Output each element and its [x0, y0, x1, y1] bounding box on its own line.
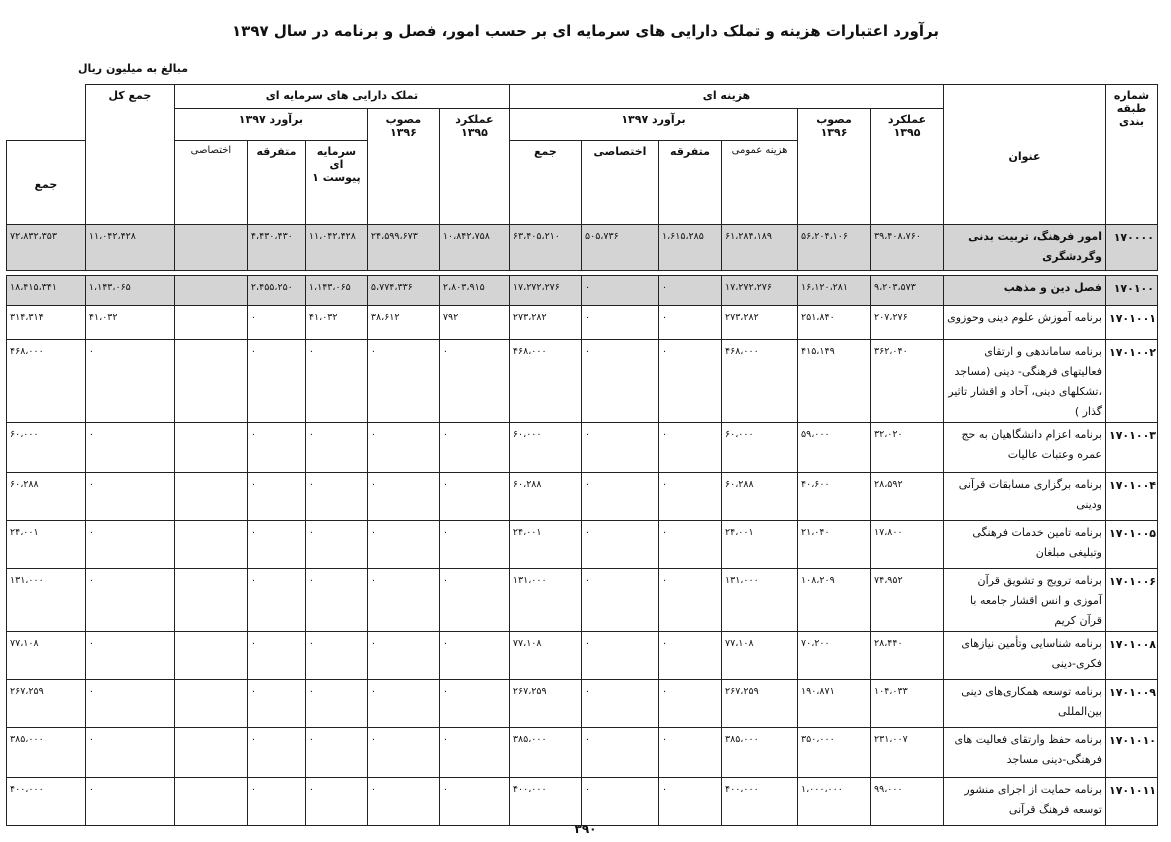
row-value [174, 423, 247, 473]
row-value: ۳۵۰،۰۰۰ [798, 728, 871, 778]
table-row [7, 521, 1158, 569]
row-value: ۲،۸۰۳،۹۱۵ [439, 276, 509, 306]
row-value: ۲۴،۰۰۱ [509, 521, 581, 569]
summary-row [7, 276, 1158, 306]
col-expense-sum: جمع [509, 141, 581, 225]
col-capital-actual-1395: عملکرد ۱۳۹۵ [439, 109, 509, 225]
row-value: ۳۹،۴۰۸،۷۶۰ [871, 225, 944, 271]
row-value: ۰ [439, 569, 509, 632]
row-value: ۲۶۷،۲۵۹ [509, 680, 581, 728]
col-group-capital: تملک دارایی های سرمایه ای [174, 85, 509, 109]
row-value: ۶۳،۴۰۵،۲۱۰ [509, 225, 581, 271]
row-code: ۱۷۰۱۰۰۵ [1106, 521, 1158, 569]
row-title: برنامه اعزام دانشگاهیان به حج عمره وعتبات عالیات [944, 423, 1106, 473]
table-row [7, 778, 1158, 826]
row-value: ۷۹۲ [439, 306, 509, 340]
row-code: ۱۷۰۰۰۰ [1106, 225, 1158, 271]
row-title: برنامه حمایت از اجرای منشور توسعه فرهنگ قرآنی [944, 778, 1106, 826]
row-value: ۰ [659, 680, 722, 728]
row-value: ۱۹۰،۸۷۱ [798, 680, 871, 728]
row-value [174, 340, 247, 423]
row-code: ۱۷۰۱۰۰۳ [1106, 423, 1158, 473]
row-value: ۰ [659, 276, 722, 306]
row-value: ۴۰۰،۰۰۰ [7, 778, 86, 826]
table-body [7, 225, 1158, 826]
col-code: شماره طبقه بندی [1106, 85, 1158, 225]
col-expense-special: اختصاصی [582, 141, 659, 225]
row-value: ۰ [659, 728, 722, 778]
row-value: ۴،۴۳۰،۴۳۰ [247, 225, 305, 271]
row-value: ۰ [439, 778, 509, 826]
row-value: ۰ [367, 473, 439, 521]
row-value: ۴۱،۰۳۲ [85, 306, 174, 340]
row-value: ۳۸۵،۰۰۰ [509, 728, 581, 778]
col-capital-misc: متفرقه [247, 141, 305, 225]
row-value: ۲۱،۰۴۰ [798, 521, 871, 569]
row-value: ۰ [659, 632, 722, 680]
row-value: ۰ [659, 569, 722, 632]
row-value: ۰ [247, 680, 305, 728]
col-group-expense: هزینه ای [509, 85, 943, 109]
row-value: ۰ [85, 632, 174, 680]
row-value: ۲۷۳،۲۸۲ [722, 306, 798, 340]
row-value: ۰ [582, 423, 659, 473]
row-value: ۷۷،۱۰۸ [722, 632, 798, 680]
row-value: ۰ [85, 423, 174, 473]
row-value: ۲۷۳،۲۸۲ [509, 306, 581, 340]
row-value: ۴۶۸،۰۰۰ [509, 340, 581, 423]
row-value: ۰ [305, 521, 367, 569]
row-value: ۲۵۱،۸۴۰ [798, 306, 871, 340]
row-value: ۲۸،۵۹۲ [871, 473, 944, 521]
row-value: ۹۹،۰۰۰ [871, 778, 944, 826]
row-value [174, 276, 247, 306]
row-value: ۵۶،۲۰۴،۱۰۶ [798, 225, 871, 271]
row-value: ۰ [367, 680, 439, 728]
row-value: ۳۸۵،۰۰۰ [722, 728, 798, 778]
row-value: ۰ [439, 340, 509, 423]
row-value: ۰ [247, 569, 305, 632]
row-value: ۰ [439, 423, 509, 473]
row-value: ۴۰،۶۰۰ [798, 473, 871, 521]
row-value: ۰ [305, 473, 367, 521]
row-value: ۰ [247, 521, 305, 569]
summary-row [7, 225, 1158, 271]
row-value: ۰ [85, 569, 174, 632]
row-value: ۱۷،۸۰۰ [871, 521, 944, 569]
row-value: ۱،۰۰۰،۰۰۰ [798, 778, 871, 826]
row-value [174, 306, 247, 340]
row-value: ۴۶۸،۰۰۰ [7, 340, 86, 423]
table-row [7, 423, 1158, 473]
row-value: ۲۴،۵۹۹،۶۷۳ [367, 225, 439, 271]
col-expense-actual-1395: عملکرد ۱۳۹۵ [871, 109, 944, 225]
row-title: برنامه ترویج و تشویق قرآن آموزی و انس اقشار جامعه با قرآن کریم [944, 569, 1106, 632]
row-value: ۱۰،۸۴۲،۷۵۸ [439, 225, 509, 271]
row-value: ۰ [85, 778, 174, 826]
row-value [174, 521, 247, 569]
row-value: ۱۰۸،۲۰۹ [798, 569, 871, 632]
row-value: ۶۰،۰۰۰ [7, 423, 86, 473]
row-value: ۰ [305, 632, 367, 680]
row-value: ۰ [247, 306, 305, 340]
row-value: ۰ [659, 340, 722, 423]
row-value: ۲۴،۰۰۱ [722, 521, 798, 569]
row-value: ۰ [659, 778, 722, 826]
row-value: ۵،۷۷۴،۳۳۶ [367, 276, 439, 306]
row-value: ۰ [659, 306, 722, 340]
budget-table [6, 84, 1158, 826]
row-value: ۱۳۱،۰۰۰ [722, 569, 798, 632]
col-expense-approved-1396: مصوب ۱۳۹۶ [798, 109, 871, 225]
row-value: ۰ [367, 521, 439, 569]
col-title: عنوان [944, 85, 1106, 225]
row-code: ۱۷۰۱۰۱۰ [1106, 728, 1158, 778]
row-value: ۰ [305, 423, 367, 473]
row-value: ۲۸،۴۴۰ [871, 632, 944, 680]
row-value: ۷۷،۱۰۸ [7, 632, 86, 680]
table-row [7, 680, 1158, 728]
row-value: ۶۰،۲۸۸ [7, 473, 86, 521]
row-value: ۰ [85, 521, 174, 569]
row-title: برنامه حفظ وارتقای فعالیت های فرهنگی-دینی مساجد [944, 728, 1106, 778]
unit-note: مبالغ به میلیون ریال [78, 62, 189, 75]
row-value: ۰ [439, 728, 509, 778]
row-value: ۴۰۰،۰۰۰ [722, 778, 798, 826]
row-value: ۱۷،۲۷۲،۲۷۶ [509, 276, 581, 306]
row-value: ۰ [659, 473, 722, 521]
table-row [7, 340, 1158, 423]
row-value: ۶۰،۰۰۰ [509, 423, 581, 473]
col-capital-sum: جمع [7, 141, 86, 225]
row-value: ۴۰۰،۰۰۰ [509, 778, 581, 826]
row-value: ۰ [305, 680, 367, 728]
row-value: ۷۰،۲۰۰ [798, 632, 871, 680]
row-value: ۰ [439, 680, 509, 728]
row-code: ۱۷۰۱۰۰۲ [1106, 340, 1158, 423]
row-title: فصل دین و مذهب [944, 276, 1106, 306]
row-value: ۰ [582, 728, 659, 778]
row-value: ۰ [582, 680, 659, 728]
col-general-expense: هزینه عمومی [722, 141, 798, 225]
row-value: ۲،۴۵۵،۲۵۰ [247, 276, 305, 306]
row-title: امور فرهنگ، تربیت بدنی وگردشگری [944, 225, 1106, 271]
row-value: ۲۳۱،۰۰۷ [871, 728, 944, 778]
row-value: ۰ [439, 632, 509, 680]
row-value: ۱۱،۰۴۲،۴۲۸ [85, 225, 174, 271]
row-value: ۰ [305, 728, 367, 778]
row-code: ۱۷۰۱۰۰۹ [1106, 680, 1158, 728]
row-value: ۰ [582, 521, 659, 569]
row-value: ۰ [582, 473, 659, 521]
row-value: ۰ [247, 632, 305, 680]
row-value: ۰ [582, 276, 659, 306]
row-value: ۰ [247, 423, 305, 473]
row-value [174, 728, 247, 778]
row-value: ۴۶۸،۰۰۰ [722, 340, 798, 423]
page-number: ۳۹۰ [574, 822, 597, 836]
row-value: ۳۸،۶۱۲ [367, 306, 439, 340]
col-capital-approved-1396: مصوب ۱۳۹۶ [367, 109, 439, 225]
row-value: ۰ [367, 340, 439, 423]
row-title: برنامه آموزش علوم دینی وحوزوی [944, 306, 1106, 340]
row-value: ۰ [247, 473, 305, 521]
row-value: ۷۷،۱۰۸ [509, 632, 581, 680]
table-row [7, 306, 1158, 340]
row-value: ۰ [247, 728, 305, 778]
col-capital-appendix: سرمایه ای پیوست ۱ [305, 141, 367, 225]
row-value: ۱۶،۱۲۰،۲۸۱ [798, 276, 871, 306]
row-code: ۱۷۰۱۰۰۱ [1106, 306, 1158, 340]
row-code: ۱۷۰۱۰۰۶ [1106, 569, 1158, 632]
row-value: ۰ [305, 778, 367, 826]
table-row [7, 473, 1158, 521]
row-value: ۱۷،۲۷۲،۲۷۶ [722, 276, 798, 306]
row-value: ۰ [582, 632, 659, 680]
row-value: ۶۱،۲۸۴،۱۸۹ [722, 225, 798, 271]
row-value: ۰ [367, 778, 439, 826]
row-value: ۰ [659, 423, 722, 473]
row-value: ۰ [439, 521, 509, 569]
row-value: ۰ [85, 473, 174, 521]
row-value: ۳۲،۰۲۰ [871, 423, 944, 473]
row-value: ۱۳۱،۰۰۰ [509, 569, 581, 632]
row-value [174, 778, 247, 826]
row-value: ۰ [85, 680, 174, 728]
row-code: ۱۷۰۱۰۱۱ [1106, 778, 1158, 826]
row-code: ۱۷۰۱۰۰۸ [1106, 632, 1158, 680]
row-value: ۰ [85, 728, 174, 778]
row-value: ۱۸،۴۱۵،۳۴۱ [7, 276, 86, 306]
row-value: ۶۰،۰۰۰ [722, 423, 798, 473]
row-value: ۴۱۵،۱۴۹ [798, 340, 871, 423]
col-capital-special: اختصاصی [174, 141, 247, 225]
row-value [174, 569, 247, 632]
row-value: ۰ [582, 778, 659, 826]
row-value: ۰ [85, 340, 174, 423]
row-value: ۰ [367, 423, 439, 473]
row-value: ۰ [305, 340, 367, 423]
row-value: ۱،۱۴۳،۰۶۵ [85, 276, 174, 306]
row-value: ۳۶۲،۰۴۰ [871, 340, 944, 423]
row-value: ۰ [367, 632, 439, 680]
row-title: برنامه برگزاری مسابقات قرآنی ودینی [944, 473, 1106, 521]
row-value: ۱۳۱،۰۰۰ [7, 569, 86, 632]
col-expense-estimate-1397: برآورد ۱۳۹۷ [509, 109, 797, 141]
row-value: ۰ [305, 569, 367, 632]
row-title: برنامه توسعه همکاری‌های دینی بین‌المللی [944, 680, 1106, 728]
row-value: ۴۱،۰۳۲ [305, 306, 367, 340]
page-title: برآورد اعتبارات هزینه و تملک دارایی های سرمایه ای بر حسب امور، فصل و برنامه در سال ۱۳۹۷ [232, 22, 939, 40]
row-value: ۵۰۵،۷۳۶ [582, 225, 659, 271]
row-value: ۷۴،۹۵۲ [871, 569, 944, 632]
row-value: ۹،۲۰۳،۵۷۳ [871, 276, 944, 306]
row-value: ۰ [367, 728, 439, 778]
row-value: ۷۲،۸۳۲،۳۵۳ [7, 225, 86, 271]
row-value: ۲۰۷،۲۷۶ [871, 306, 944, 340]
table-row [7, 728, 1158, 778]
row-value: ۰ [582, 306, 659, 340]
row-value: ۰ [582, 569, 659, 632]
row-value: ۱۰۴،۰۳۳ [871, 680, 944, 728]
col-capital-estimate-1397: برآورد ۱۳۹۷ [174, 109, 367, 141]
table-row [7, 632, 1158, 680]
row-value: ۳۱۴،۳۱۴ [7, 306, 86, 340]
row-value: ۰ [367, 569, 439, 632]
row-value: ۶۰،۲۸۸ [722, 473, 798, 521]
row-value: ۲۶۷،۲۵۹ [722, 680, 798, 728]
row-value [174, 632, 247, 680]
col-grand-total: جمع کل [85, 85, 174, 225]
row-value [174, 473, 247, 521]
row-value: ۶۰،۲۸۸ [509, 473, 581, 521]
row-value: ۰ [659, 521, 722, 569]
row-value: ۱،۶۱۵،۲۸۵ [659, 225, 722, 271]
row-value: ۰ [582, 340, 659, 423]
row-value: ۲۴،۰۰۱ [7, 521, 86, 569]
table-row [7, 569, 1158, 632]
row-code: ۱۷۰۱۰۰۴ [1106, 473, 1158, 521]
row-title: برنامه شناسایی وتأمین نیازهای فکری-دینی [944, 632, 1106, 680]
row-value: ۳۸۵،۰۰۰ [7, 728, 86, 778]
col-expense-misc: متفرقه [659, 141, 722, 225]
row-code: ۱۷۰۱۰۰ [1106, 276, 1158, 306]
row-value: ۰ [247, 340, 305, 423]
row-value: ۱،۱۴۳،۰۶۵ [305, 276, 367, 306]
row-value: ۵۹،۰۰۰ [798, 423, 871, 473]
row-value: ۰ [247, 778, 305, 826]
row-title: برنامه ساماندهی و ارتقای فعالیتهای فرهنگی- دینی (مساجد ،تشکلهای دینی، آحاد و اقشار تاثیر گذار ) [944, 340, 1106, 423]
row-title: برنامه تامین خدمات فرهنگی وتبلیغی مبلغان [944, 521, 1106, 569]
row-value [174, 680, 247, 728]
row-value: ۲۶۷،۲۵۹ [7, 680, 86, 728]
row-value: ۱۱،۰۴۲،۴۲۸ [305, 225, 367, 271]
row-value [174, 225, 247, 271]
row-value: ۰ [439, 473, 509, 521]
